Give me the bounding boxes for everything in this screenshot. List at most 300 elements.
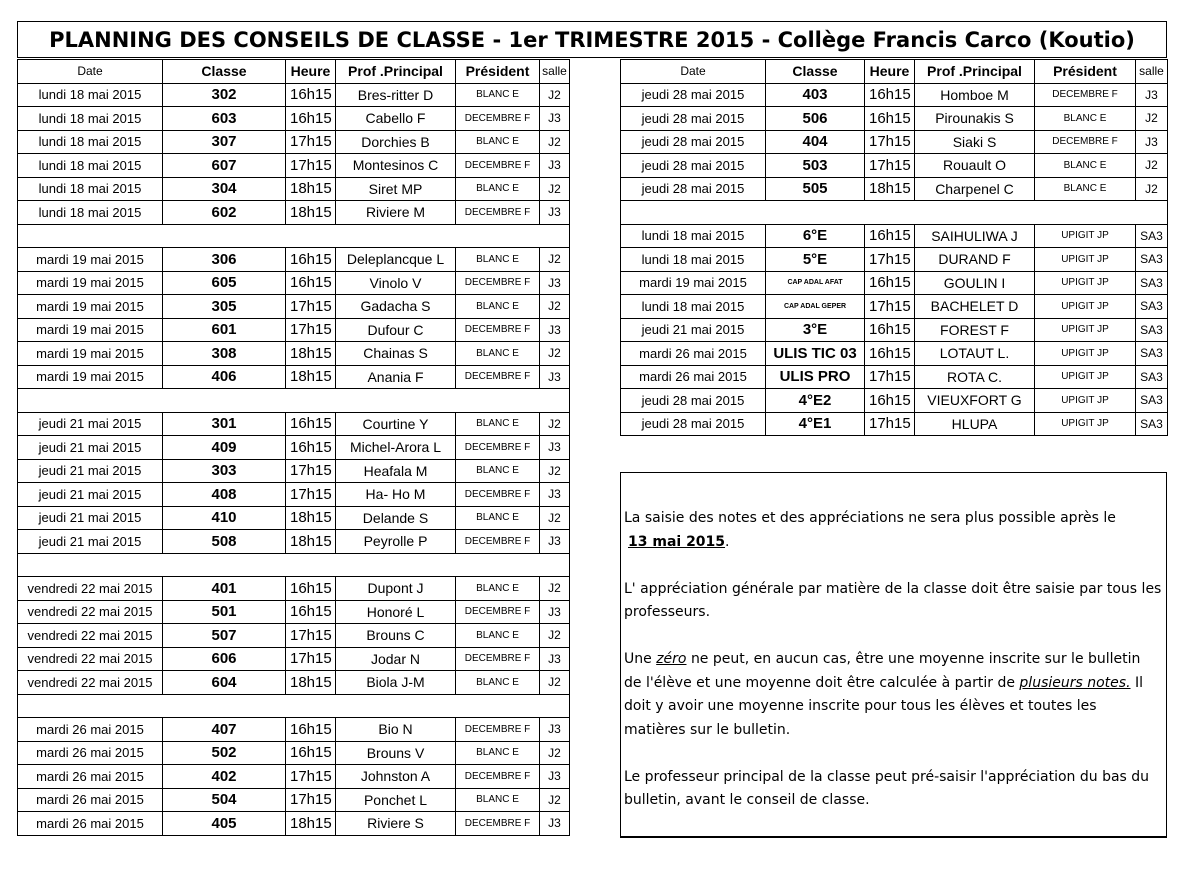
salle-cell: J2 [540,177,570,201]
president-cell: BLANC E [456,671,540,695]
prof-cell: Honoré L [336,600,456,624]
prof-cell: Heafala M [336,459,456,483]
date-cell: lundi 18 mai 2015 [621,248,766,272]
note-deadline-date: 13 mai 2015 [628,533,726,550]
prof-cell: GOULIN I [915,271,1035,295]
spacer-cell [18,553,570,577]
salle-cell: J3 [540,318,570,342]
classe-cell: 308 [163,342,286,366]
classe-cell: 402 [163,765,286,789]
salle-cell: J3 [540,436,570,460]
salle-cell: J3 [540,812,570,836]
table-row [18,600,570,624]
heure-cell: 16h15 [286,248,336,272]
president-cell: DECEMBRE F [456,107,540,131]
heure-cell: 16h15 [286,412,336,436]
note-zero-c: Il doit y avoir une moyenne inscrite pour tous les élèves et toutes les matières sur le bulletin. [624,674,1144,738]
prof-cell: DURAND F [915,248,1035,272]
table-row [18,671,570,695]
salle-cell: J2 [540,671,570,695]
notes-box [620,472,1167,838]
classe-cell: 301 [163,412,286,436]
date-cell: jeudi 21 mai 2015 [18,412,163,436]
prof-cell: Michel-Arora L [336,436,456,460]
president-cell: BLANC E [1035,154,1136,178]
president-cell: BLANC E [456,459,540,483]
salle-cell: J3 [540,530,570,554]
header-president: Président [456,60,540,84]
classe-cell: 306 [163,248,286,272]
date-cell: mardi 19 mai 2015 [18,342,163,366]
prof-cell: Brouns V [336,741,456,765]
classe-cell: 404 [766,130,865,154]
table-row [18,130,570,154]
prof-cell: Biola J-M [336,671,456,695]
president-cell: DECEMBRE F [456,271,540,295]
date-cell: lundi 18 mai 2015 [18,177,163,201]
president-cell: BLANC E [456,177,540,201]
heure-cell: 18h15 [865,177,915,201]
right-schedule-table [620,59,1168,436]
spacer-cell [18,389,570,413]
salle-cell: J3 [540,107,570,131]
header-date: Date [18,60,163,84]
salle-cell: SA3 [1136,271,1168,295]
table-row [18,412,570,436]
date-cell: lundi 18 mai 2015 [18,83,163,107]
prof-cell: Peyrolle P [336,530,456,554]
date-cell: mardi 26 mai 2015 [18,718,163,742]
date-cell: mardi 19 mai 2015 [18,248,163,272]
note-zero-b: ne peut, en aucun cas, être une moyenne inscrite sur le bulletin de l'élève et une moyenne doit être calculée à partir de [624,651,1141,691]
note-deadline [624,507,1162,554]
date-cell: lundi 18 mai 2015 [621,295,766,319]
table-row [18,788,570,812]
table-row [18,342,570,366]
prof-cell: Anania F [336,365,456,389]
table-row [18,741,570,765]
president-cell: BLANC E [456,788,540,812]
classe-cell: 4°E1 [766,412,865,436]
heure-cell: 16h15 [865,342,915,366]
date-cell: mardi 26 mai 2015 [621,365,766,389]
classe-cell: 607 [163,154,286,178]
header-heure: Heure [286,60,336,84]
heure-cell: 17h15 [865,412,915,436]
spacer-row [18,389,570,413]
page-title: PLANNING DES CONSEILS DE CLASSE - 1er TRIMESTRE 2015 - Collège Francis Carco (Koutio) [17,21,1167,58]
heure-cell: 16h15 [286,107,336,131]
heure-cell: 17h15 [286,647,336,671]
classe-cell: 508 [163,530,286,554]
prof-cell: Jodar N [336,647,456,671]
table-row [621,295,1168,319]
date-cell: lundi 18 mai 2015 [18,154,163,178]
heure-cell: 16h15 [865,318,915,342]
date-cell: mardi 26 mai 2015 [18,812,163,836]
classe-cell: 409 [163,436,286,460]
note-prof-principal: Le professeur principal de la classe peut pré-saisir l'appréciation du bas du bulletin, avant le conseil de classe. [624,768,1150,808]
salle-cell: SA3 [1136,295,1168,319]
heure-cell: 17h15 [286,788,336,812]
salle-cell: J3 [540,365,570,389]
classe-cell: 410 [163,506,286,530]
date-cell: jeudi 28 mai 2015 [621,130,766,154]
classe-cell: 304 [163,177,286,201]
classe-cell: ULIS PRO [766,365,865,389]
prof-cell: Courtine Y [336,412,456,436]
classe-cell: 305 [163,295,286,319]
date-cell: mardi 26 mai 2015 [621,342,766,366]
salle-cell: SA3 [1136,318,1168,342]
prof-cell: Pirounakis S [915,107,1035,131]
president-cell: DECEMBRE F [456,365,540,389]
classe-cell: 405 [163,812,286,836]
president-cell: BLANC E [456,506,540,530]
classe-cell: 601 [163,318,286,342]
table-row [18,624,570,648]
table-row [18,718,570,742]
salle-cell: J2 [540,248,570,272]
classe-cell: 507 [163,624,286,648]
classe-cell: 403 [766,83,865,107]
classe-cell: 504 [163,788,286,812]
table-row [621,318,1168,342]
president-cell: BLANC E [456,248,540,272]
salle-cell: SA3 [1136,389,1168,413]
note-deadline-text: La saisie des notes et des appréciations ne sera plus possible après le [624,510,1116,526]
prof-cell: Ha- Ho M [336,483,456,507]
date-cell: jeudi 21 mai 2015 [621,318,766,342]
classe-cell: CAP ADAL GEPER [766,295,865,319]
prof-cell: Chainas S [336,342,456,366]
prof-cell: Brouns C [336,624,456,648]
salle-cell: J2 [540,130,570,154]
prof-cell: Cabello F [336,107,456,131]
date-cell: jeudi 21 mai 2015 [18,459,163,483]
table-row [18,459,570,483]
classe-cell: 502 [163,741,286,765]
heure-cell: 16h15 [286,718,336,742]
president-cell: BLANC E [456,130,540,154]
classe-cell: 5°E [766,248,865,272]
prof-cell: Gadacha S [336,295,456,319]
spacer-row [18,224,570,248]
salle-cell: SA3 [1136,224,1168,248]
prof-cell: Dupont J [336,577,456,601]
prof-cell: Siaki S [915,130,1035,154]
table-row [621,365,1168,389]
table-row [18,436,570,460]
president-cell: BLANC E [456,624,540,648]
classe-cell: 606 [163,647,286,671]
prof-cell: LOTAUT L. [915,342,1035,366]
president-cell: DECEMBRE F [456,600,540,624]
heure-cell: 16h15 [865,107,915,131]
table-row [18,812,570,836]
date-cell: lundi 18 mai 2015 [621,224,766,248]
date-cell: jeudi 28 mai 2015 [621,412,766,436]
table-row [18,365,570,389]
prof-cell: ROTA C. [915,365,1035,389]
president-cell: BLANC E [456,342,540,366]
table-row [621,107,1168,131]
salle-cell: J3 [540,647,570,671]
table-row [18,506,570,530]
table-row [621,83,1168,107]
table-row [18,177,570,201]
date-cell: vendredi 22 mai 2015 [18,577,163,601]
table-row [621,389,1168,413]
salle-cell: J2 [540,788,570,812]
heure-cell: 17h15 [865,295,915,319]
table-row [18,647,570,671]
header-classe: Classe [766,60,865,84]
prof-cell: Homboe M [915,83,1035,107]
header-prof: Prof .Principal [915,60,1035,84]
prof-cell: Johnston A [336,765,456,789]
salle-cell: J3 [540,483,570,507]
prof-cell: FOREST F [915,318,1035,342]
heure-cell: 17h15 [286,130,336,154]
table-row [621,342,1168,366]
president-cell: UPIGIT JP [1035,224,1136,248]
table-row [18,530,570,554]
classe-cell: 4°E2 [766,389,865,413]
note-zero-a: Une [624,651,652,667]
table-row [621,271,1168,295]
classe-cell: CAP ADAL AFAT [766,271,865,295]
salle-cell: SA3 [1136,248,1168,272]
date-cell: jeudi 21 mai 2015 [18,506,163,530]
heure-cell: 17h15 [286,765,336,789]
salle-cell: J3 [540,201,570,225]
president-cell: DECEMBRE F [456,201,540,225]
president-cell: UPIGIT JP [1035,412,1136,436]
date-cell: vendredi 22 mai 2015 [18,624,163,648]
header-president: Président [1035,60,1136,84]
heure-cell: 17h15 [286,459,336,483]
president-cell: BLANC E [1035,107,1136,131]
note-zero-word: zéro [656,651,687,667]
header-classe: Classe [163,60,286,84]
table-row [18,577,570,601]
president-cell: BLANC E [1035,177,1136,201]
salle-cell: J3 [1136,130,1168,154]
header-salle: salle [540,60,570,84]
heure-cell: 16h15 [286,83,336,107]
heure-cell: 16h15 [865,224,915,248]
heure-cell: 18h15 [286,177,336,201]
date-cell: lundi 18 mai 2015 [18,201,163,225]
classe-cell: 506 [766,107,865,131]
prof-cell: Montesinos C [336,154,456,178]
spacer-row [621,201,1168,225]
president-cell: DECEMBRE F [456,483,540,507]
date-cell: jeudi 28 mai 2015 [621,107,766,131]
date-cell: mardi 26 mai 2015 [18,765,163,789]
table-row [621,224,1168,248]
president-cell: UPIGIT JP [1035,318,1136,342]
salle-cell: J2 [540,83,570,107]
date-cell: jeudi 21 mai 2015 [18,436,163,460]
header-salle: salle [1136,60,1168,84]
classe-cell: 6°E [766,224,865,248]
salle-cell: J2 [540,412,570,436]
salle-cell: J3 [540,600,570,624]
president-cell: UPIGIT JP [1035,389,1136,413]
spacer-cell [621,201,1168,225]
heure-cell: 16h15 [286,436,336,460]
date-cell: mardi 19 mai 2015 [18,271,163,295]
date-cell: jeudi 28 mai 2015 [621,83,766,107]
date-cell: vendredi 22 mai 2015 [18,671,163,695]
salle-cell: J3 [540,718,570,742]
prof-cell: Riviere M [336,201,456,225]
left-schedule-table [17,59,570,836]
classe-cell: 407 [163,718,286,742]
president-cell: UPIGIT JP [1035,271,1136,295]
heure-cell: 16h15 [865,389,915,413]
president-cell: BLANC E [456,83,540,107]
salle-cell: SA3 [1136,365,1168,389]
date-cell: lundi 18 mai 2015 [18,107,163,131]
salle-cell: J2 [1136,107,1168,131]
date-cell: mardi 26 mai 2015 [18,741,163,765]
table-row [621,130,1168,154]
prof-cell: Siret MP [336,177,456,201]
president-cell: DECEMBRE F [456,530,540,554]
salle-cell: J3 [540,765,570,789]
date-cell: mardi 19 mai 2015 [18,318,163,342]
heure-cell: 16h15 [286,741,336,765]
date-cell: mardi 19 mai 2015 [621,271,766,295]
president-cell: DECEMBRE F [456,718,540,742]
date-cell: vendredi 22 mai 2015 [18,647,163,671]
prof-cell: Riviere S [336,812,456,836]
header-prof: Prof .Principal [336,60,456,84]
heure-cell: 17h15 [286,154,336,178]
table-row [18,765,570,789]
classe-cell: 605 [163,271,286,295]
classe-cell: ULIS TIC 03 [766,342,865,366]
heure-cell: 17h15 [286,624,336,648]
heure-cell: 18h15 [286,671,336,695]
table-row [18,318,570,342]
salle-cell: J3 [540,271,570,295]
prof-cell: Rouault O [915,154,1035,178]
president-cell: UPIGIT JP [1035,248,1136,272]
prof-cell: Dufour C [336,318,456,342]
president-cell: UPIGIT JP [1035,342,1136,366]
date-cell: vendredi 22 mai 2015 [18,600,163,624]
salle-cell: J2 [540,295,570,319]
table-row [18,154,570,178]
salle-cell: J2 [540,624,570,648]
spacer-row [18,553,570,577]
classe-cell: 505 [766,177,865,201]
president-cell: DECEMBRE F [456,647,540,671]
salle-cell: J2 [1136,177,1168,201]
table-header-row [621,60,1168,84]
heure-cell: 16h15 [865,83,915,107]
president-cell: UPIGIT JP [1035,295,1136,319]
salle-cell: J2 [540,459,570,483]
prof-cell: BACHELET D [915,295,1035,319]
heure-cell: 17h15 [865,365,915,389]
header-heure: Heure [865,60,915,84]
classe-cell: 307 [163,130,286,154]
classe-cell: 3°E [766,318,865,342]
date-cell: mardi 19 mai 2015 [18,365,163,389]
table-row [621,154,1168,178]
salle-cell: SA3 [1136,342,1168,366]
heure-cell: 18h15 [286,201,336,225]
prof-cell: Ponchet L [336,788,456,812]
prof-cell: Charpenel C [915,177,1035,201]
date-cell: mardi 19 mai 2015 [18,295,163,319]
prof-cell: Bres-ritter D [336,83,456,107]
heure-cell: 16h15 [286,600,336,624]
prof-cell: VIEUXFORT G [915,389,1035,413]
note-appreciation: L' appréciation générale par matière de la classe doit être saisie par tous les professeurs. [624,580,1162,620]
heure-cell: 16h15 [865,271,915,295]
heure-cell: 17h15 [865,130,915,154]
salle-cell: J2 [540,342,570,366]
classe-cell: 406 [163,365,286,389]
classe-cell: 604 [163,671,286,695]
classe-cell: 302 [163,83,286,107]
president-cell: DECEMBRE F [1035,130,1136,154]
table-row [18,107,570,131]
table-row [18,271,570,295]
classe-cell: 501 [163,600,286,624]
classe-cell: 503 [766,154,865,178]
president-cell: DECEMBRE F [456,765,540,789]
heure-cell: 18h15 [286,530,336,554]
prof-cell: Dorchies B [336,130,456,154]
president-cell: DECEMBRE F [456,318,540,342]
heure-cell: 18h15 [286,506,336,530]
table-row [18,483,570,507]
heure-cell: 17h15 [865,154,915,178]
president-cell: BLANC E [456,577,540,601]
heure-cell: 17h15 [286,295,336,319]
salle-cell: J3 [540,154,570,178]
date-cell: jeudi 28 mai 2015 [621,389,766,413]
salle-cell: J2 [540,741,570,765]
date-cell: jeudi 28 mai 2015 [621,154,766,178]
prof-cell: SAIHULIWA J [915,224,1035,248]
prof-cell: HLUPA [915,412,1035,436]
note-zero [624,648,1162,742]
classe-cell: 603 [163,107,286,131]
heure-cell: 17h15 [286,483,336,507]
table-header-row [18,60,570,84]
president-cell: DECEMBRE F [1035,83,1136,107]
prof-cell: Bio N [336,718,456,742]
heure-cell: 18h15 [286,812,336,836]
president-cell: DECEMBRE F [456,812,540,836]
spacer-cell [18,224,570,248]
date-cell: jeudi 21 mai 2015 [18,483,163,507]
table-row [621,412,1168,436]
heure-cell: 16h15 [286,577,336,601]
heure-cell: 17h15 [865,248,915,272]
table-row [18,201,570,225]
president-cell: BLANC E [456,741,540,765]
note-zero-plusieurs: plusieurs notes. [1019,674,1131,691]
